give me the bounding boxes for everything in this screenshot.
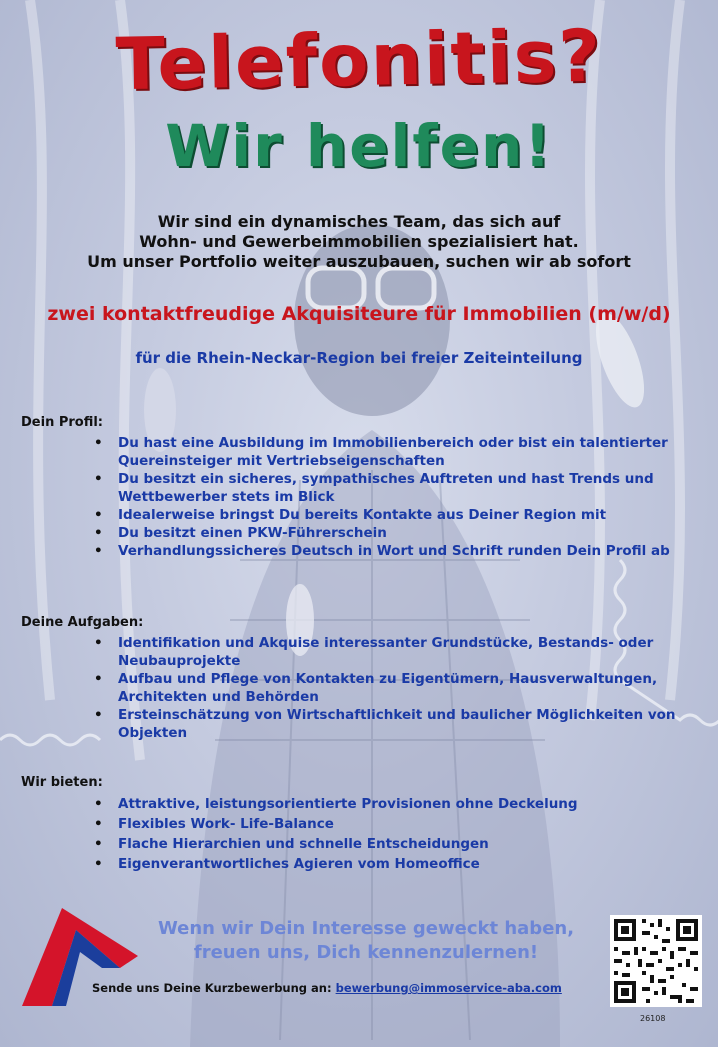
section-title-profil: Dein Profil: [21,415,104,430]
section-title-aufgaben: Deine Aufgaben: [21,615,144,630]
bullet-dot: • [94,435,103,451]
bullet-dot: • [94,856,103,872]
profil-list [94,434,694,560]
list-item: • Flache Hierarchien und schnelle Entscheidungen [94,836,489,852]
list-item: • Du hast eine Ausbildung im Immobilienbereich oder bist ein talentierter Quereinsteiger mit Vertriebseigenschaften [94,435,668,469]
bullet-dot: • [94,543,103,559]
section-title-bieten: Wir bieten: [21,775,103,790]
intro-line: Um unser Portfolio weiter auszubauen, suchen wir ab sofort [87,252,631,271]
qr-code[interactable] [610,915,702,1007]
list-item: • Idealerweise bringst Du bereits Kontakte aus Deiner Region mit [94,507,607,523]
bullet-dot: • [94,507,103,523]
email-link[interactable]: bewerbung@immoservice-aba.com [335,981,562,995]
bullet-dot: • [94,635,103,651]
closing-line: Wenn wir Dein Interesse geweckt haben, [157,918,575,939]
list-item: • Flexibles Work- Life-Balance [94,816,334,832]
closing-text [128,917,604,965]
list-item: • Identifikation und Akquise interessanter Grundstücke, Bestands- oder Neubauprojekte [94,635,654,669]
list-item: • Aufbau und Pflege von Kontakten zu Eigentümern, Hausverwaltungen, Architekten und Behörden [94,671,658,705]
job-headline: zwei kontaktfreudige Akquisiteure für Immobilien (m/w/d) [47,303,671,325]
aufgaben-list [94,634,694,742]
bieten-list [94,795,694,873]
list-item: • Du besitzt einen PKW-Führerschein [94,525,387,541]
bullet-dot: • [94,707,103,723]
list-item: • Verhandlungssicheres Deutsch in Wort und Schrift runden Dein Profil ab [94,543,670,559]
list-item: • Du besitzt ein sicheres, sympathisches Auftreten und hast Trends und Wettbewerber stets im Blick [94,471,654,505]
closing-line: freuen uns, Dich kennenzulernen! [193,942,539,963]
bullet-dot: • [94,816,103,832]
intro-line: Wohn- und Gewerbeimmobilien spezialisiert hat. [139,232,579,251]
bullet-dot: • [94,671,103,687]
bullet-dot: • [94,796,103,812]
reference-code: 26108 [640,1014,666,1023]
bullet-dot: • [94,471,103,487]
bullet-dot: • [94,836,103,852]
intro-line: Wir sind ein dynamisches Team, das sich auf [157,212,561,231]
list-item: • Attraktive, leistungsorientierte Provisionen ohne Deckelung [94,796,578,812]
subtitle: Wir helfen! [165,112,553,180]
apply-label: Sende uns Deine Kurzbewerbung an: [92,981,332,995]
job-subline: für die Rhein-Neckar-Region bei freier Zeiteinteilung [135,349,583,367]
apply-line [92,981,562,995]
main-title: Telefonitis? [115,13,603,107]
bullet-dot: • [94,525,103,541]
list-item: • Eigenverantwortliches Agieren vom Homeoffice [94,856,480,872]
intro-text [60,212,658,272]
list-item: • Ersteinschätzung von Wirtschaftlichkeit und baulicher Möglichkeiten von Objekten [94,707,676,741]
